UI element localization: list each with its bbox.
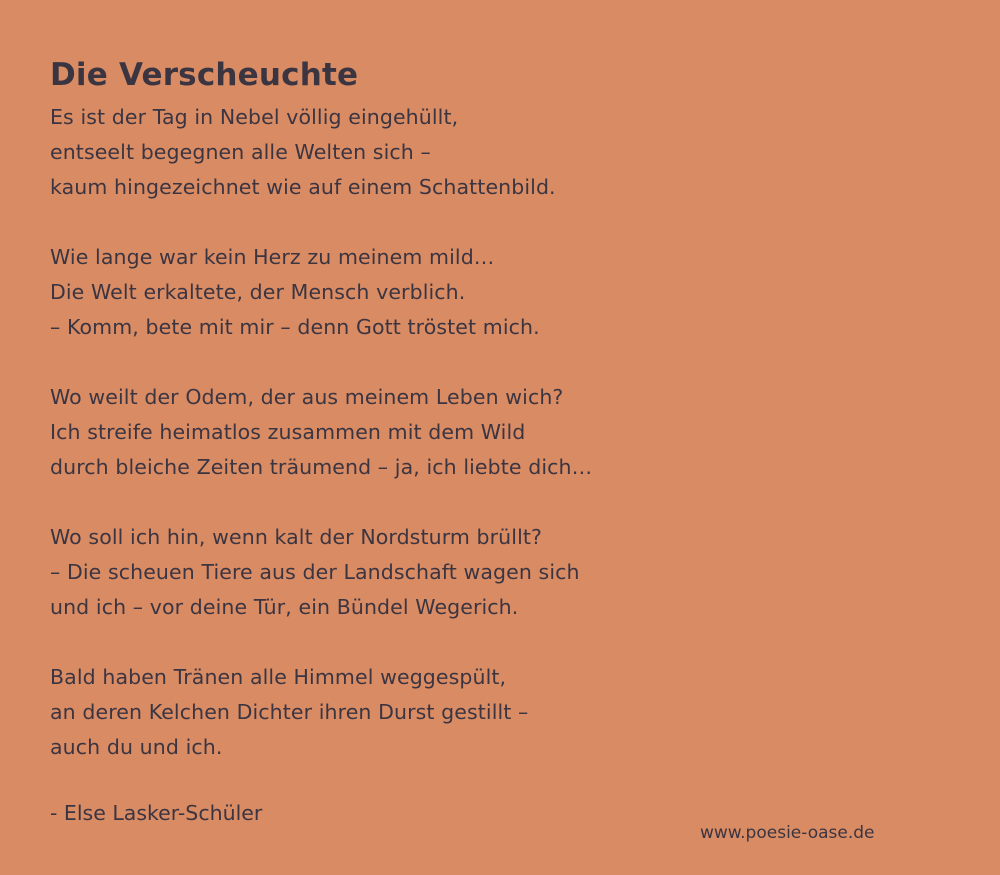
website-url: www.poesie-oase.de [700,823,875,843]
poem-title: Die Verscheuchte [50,57,359,93]
stanza-1 [50,100,950,205]
poem-card [50,54,950,831]
poem-line: und ich – vor deine Tür, ein Bündel Wegerich. [50,595,519,619]
stanza-5 [50,660,950,765]
poem-line: auch du und ich. [50,735,223,759]
poem-line: Die Welt erkaltete, der Mensch verblich. [50,280,466,304]
poem-line: Wo soll ich hin, wenn kalt der Nordsturm brüllt? [50,525,542,549]
stanza-3 [50,380,950,485]
stanza-4 [50,520,950,625]
poem-line: entseelt begegnen alle Welten sich – [50,140,431,164]
poem-line: kaum hingezeichnet wie auf einem Schattenbild. [50,175,556,199]
poem-line: Wo weilt der Odem, der aus meinem Leben wich? [50,385,564,409]
poem-author: - Else Lasker-Schüler [50,801,263,825]
poem-line: – Die scheuen Tiere aus der Landschaft wagen sich [50,560,580,584]
poem-line: an deren Kelchen Dichter ihren Durst gestillt – [50,700,529,724]
poem-line: Wie lange war kein Herz zu meinem mild… [50,245,495,269]
poem-line: Ich streife heimatlos zusammen mit dem Wild [50,420,526,444]
stanza-2 [50,240,950,345]
poem-line: – Komm, bete mit mir – denn Gott tröstet mich. [50,315,540,339]
poem-line: Es ist der Tag in Nebel völlig eingehüllt, [50,105,459,129]
poem-line: durch bleiche Zeiten träumend – ja, ich liebte dich… [50,455,593,479]
poem-line: Bald haben Tränen alle Himmel weggespült, [50,665,507,689]
